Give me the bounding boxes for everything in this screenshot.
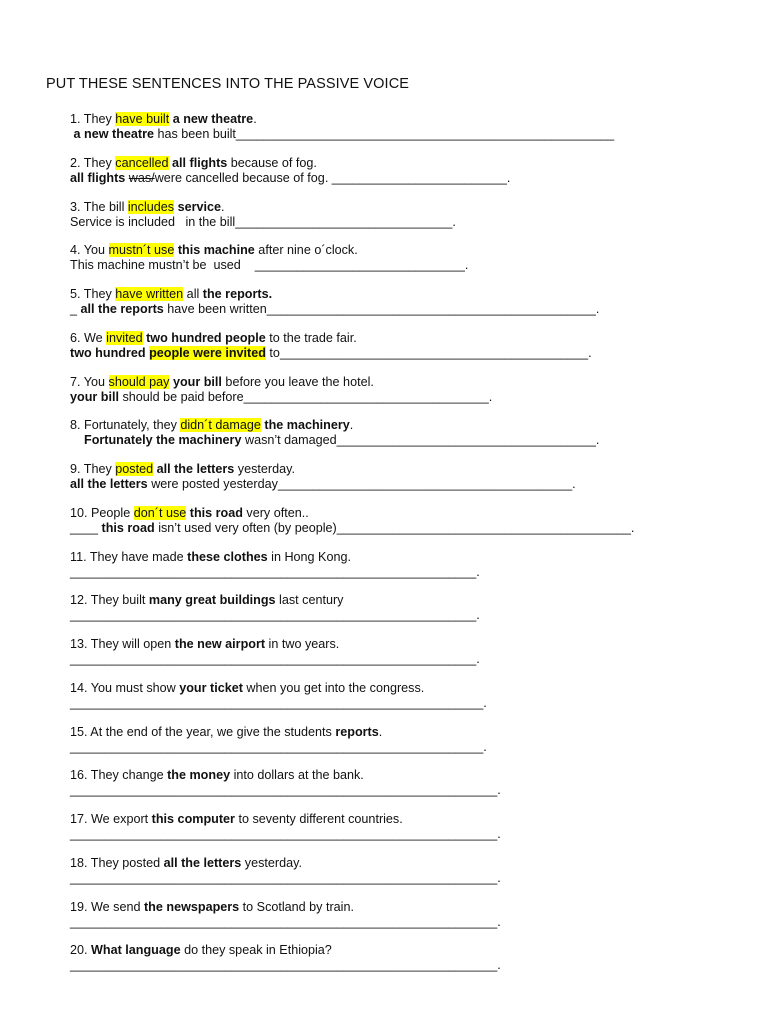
text-segment: includes bbox=[127, 199, 175, 214]
text-segment: this road bbox=[101, 520, 155, 535]
active-sentence bbox=[70, 900, 750, 915]
passive-answer-line bbox=[70, 565, 750, 580]
text-segment: __________________________________________________________. bbox=[70, 652, 480, 666]
text-segment: 11. They have made bbox=[70, 549, 188, 564]
active-sentence bbox=[70, 506, 750, 521]
text-segment: all the letters bbox=[70, 477, 148, 491]
exercise-item-19 bbox=[70, 900, 750, 930]
text-segment: 7. You bbox=[70, 374, 109, 389]
passive-answer-line bbox=[70, 521, 750, 536]
text-segment: _____________________________________________________________. bbox=[70, 914, 501, 929]
text-segment: the newspapers bbox=[143, 899, 240, 914]
text-segment: 20. bbox=[70, 943, 92, 958]
active-sentence bbox=[70, 812, 750, 827]
text-segment: reports bbox=[335, 724, 379, 739]
text-segment: 19. We send bbox=[70, 899, 144, 914]
exercise-item-13 bbox=[70, 637, 750, 667]
passive-answer-line bbox=[70, 958, 750, 973]
active-sentence bbox=[70, 943, 750, 958]
text-segment: your ticket bbox=[179, 680, 243, 695]
text-segment: a new theatre bbox=[172, 112, 254, 126]
text-segment: cancelled bbox=[115, 155, 169, 170]
text-segment: to seventy different countries. bbox=[234, 812, 403, 826]
active-sentence bbox=[70, 243, 750, 258]
text-segment: 8. Fortunately, they bbox=[70, 418, 181, 433]
text-segment: 13. They will open bbox=[70, 637, 175, 651]
text-segment: were cancelled because of fog. _________________________. bbox=[154, 170, 511, 185]
exercise-item-16 bbox=[70, 768, 750, 798]
passive-answer-line bbox=[70, 608, 750, 623]
text-segment: your bill bbox=[70, 389, 119, 404]
passive-answer-line bbox=[70, 433, 750, 448]
text-segment: to____________________________________________. bbox=[265, 345, 592, 360]
text-segment: _ bbox=[70, 302, 81, 316]
worksheet-title: PUT THESE SENTENCES INTO THE PASSIVE VOICE bbox=[46, 76, 410, 92]
active-sentence bbox=[70, 550, 750, 565]
text-segment: . bbox=[221, 199, 225, 214]
text-segment: don´t use bbox=[133, 505, 187, 520]
text-segment: were posted yesterday__________________________________________. bbox=[147, 477, 576, 491]
active-sentence bbox=[70, 856, 750, 871]
exercise-item-3 bbox=[70, 200, 750, 230]
text-segment: this machine bbox=[177, 243, 255, 258]
exercise-item-15 bbox=[70, 725, 750, 755]
text-segment bbox=[70, 433, 84, 447]
text-segment: __________________________________________________________. bbox=[70, 564, 480, 579]
active-sentence bbox=[70, 768, 750, 783]
exercise-item-8 bbox=[70, 418, 750, 448]
passive-answer-line bbox=[70, 871, 750, 886]
active-sentence bbox=[70, 725, 750, 740]
text-segment: ___________________________________________________________. bbox=[70, 695, 487, 710]
text-segment: didn´t damage bbox=[180, 418, 261, 433]
passive-answer-line bbox=[70, 827, 750, 842]
text-segment: the money bbox=[167, 768, 231, 783]
text-segment: 4. You bbox=[70, 243, 109, 258]
text-segment: wasn’t damaged_____________________________________. bbox=[241, 433, 600, 448]
passive-answer-line bbox=[70, 783, 750, 798]
text-segment: before you leave the hotel. bbox=[221, 374, 374, 389]
text-segment: _____________________________________________________________. bbox=[70, 827, 501, 841]
text-segment: many great buildings bbox=[148, 593, 276, 608]
text-segment: all the letters bbox=[156, 462, 235, 476]
text-segment: . bbox=[349, 418, 354, 433]
text-segment: to Scotland by train. bbox=[239, 899, 354, 914]
text-segment: because of fog. bbox=[227, 155, 317, 170]
active-sentence bbox=[70, 331, 750, 346]
exercise-item-10 bbox=[70, 506, 750, 536]
text-segment: all the letters bbox=[163, 855, 242, 870]
text-segment: do they speak in Ethiopia? bbox=[180, 943, 332, 958]
exercise-item-20 bbox=[70, 943, 750, 973]
exercise-item-18 bbox=[70, 856, 750, 886]
text-segment: two hundred bbox=[70, 345, 150, 360]
text-segment: 17. We export bbox=[70, 812, 152, 826]
passive-answer-line bbox=[70, 390, 750, 405]
text-segment: 12. They built bbox=[70, 593, 149, 608]
text-segment: into dollars at the bank. bbox=[230, 768, 364, 783]
text-segment: posted bbox=[115, 462, 154, 476]
text-segment: this road bbox=[189, 505, 243, 520]
text-segment: . bbox=[378, 724, 383, 739]
active-sentence bbox=[70, 593, 750, 608]
text-segment: have been written_______________________________________________. bbox=[163, 302, 600, 316]
exercise-item-9 bbox=[70, 462, 750, 492]
passive-answer-line bbox=[70, 652, 750, 667]
text-segment: all flights bbox=[172, 155, 228, 170]
text-segment: _____________________________________________________________. bbox=[70, 958, 501, 973]
text-segment: in two years. bbox=[265, 637, 340, 651]
text-segment: to the trade fair. bbox=[265, 330, 357, 345]
text-segment: What language bbox=[91, 943, 181, 958]
text-segment: yesterday. bbox=[241, 855, 302, 870]
text-segment: 1. They bbox=[70, 112, 116, 126]
exercise-item-6 bbox=[70, 331, 750, 361]
active-sentence bbox=[70, 375, 750, 390]
text-segment: isn’t used very often (by people)__________________________________________. bbox=[154, 520, 635, 535]
text-segment: all bbox=[183, 287, 203, 301]
text-segment: all the reports bbox=[80, 302, 164, 316]
text-segment: people were invited bbox=[149, 345, 266, 360]
text-segment: last century bbox=[275, 593, 344, 608]
text-segment: this computer bbox=[151, 812, 235, 826]
text-segment: 2. They bbox=[70, 155, 116, 170]
text-segment: 10. People bbox=[70, 505, 134, 520]
active-sentence bbox=[70, 637, 750, 652]
text-segment: in Hong Kong. bbox=[267, 549, 351, 564]
text-segment: two hundred people bbox=[146, 330, 266, 345]
text-segment: the machinery bbox=[264, 418, 350, 433]
text-segment: should be paid before___________________________________. bbox=[118, 389, 493, 404]
text-segment: ___________________________________________________________. bbox=[70, 739, 487, 754]
text-segment: 9. They bbox=[70, 462, 116, 476]
text-segment: was/ bbox=[128, 170, 155, 185]
text-segment: yesterday. bbox=[234, 462, 295, 476]
text-segment: invited bbox=[106, 330, 143, 345]
exercise-item-14 bbox=[70, 681, 750, 711]
text-segment: mustn´t use bbox=[108, 243, 175, 258]
passive-answer-line bbox=[70, 477, 750, 492]
text-segment: the reports. bbox=[202, 287, 273, 301]
text-segment: have written bbox=[115, 287, 184, 301]
passive-answer-line bbox=[70, 740, 750, 755]
passive-answer-line bbox=[70, 915, 750, 930]
text-segment: should pay bbox=[108, 374, 170, 389]
exercise-item-12 bbox=[70, 593, 750, 623]
text-segment: 6. We bbox=[70, 330, 107, 345]
text-segment: the new airport bbox=[174, 637, 266, 651]
text-segment: a new theatre bbox=[73, 127, 154, 141]
text-segment: ____ bbox=[70, 520, 102, 535]
text-segment: _____________________________________________________________. bbox=[70, 870, 501, 885]
text-segment: your bill bbox=[172, 374, 222, 389]
text-segment: 15. At the end of the year, we give the students bbox=[70, 724, 336, 739]
text-segment: 18. They posted bbox=[70, 855, 164, 870]
text-segment: 5. They bbox=[70, 287, 116, 301]
exercise-item-1 bbox=[70, 112, 750, 142]
text-segment: have built bbox=[115, 112, 170, 126]
text-segment: all flights bbox=[70, 170, 126, 185]
text-segment: service bbox=[177, 199, 222, 214]
text-segment: This machine mustn’t be used ______________________________. bbox=[70, 258, 469, 273]
passive-answer-line bbox=[70, 258, 750, 273]
passive-answer-line bbox=[70, 127, 750, 142]
exercise-item-7 bbox=[70, 375, 750, 405]
text-segment: . bbox=[253, 112, 257, 126]
active-sentence bbox=[70, 112, 750, 127]
passive-answer-line bbox=[70, 346, 750, 361]
passive-answer-line bbox=[70, 696, 750, 711]
text-segment: 16. They change bbox=[70, 768, 168, 783]
exercise-item-17 bbox=[70, 812, 750, 842]
exercise-item-4 bbox=[70, 243, 750, 273]
active-sentence bbox=[70, 287, 750, 302]
active-sentence bbox=[70, 418, 750, 433]
passive-answer-line bbox=[70, 302, 750, 317]
active-sentence bbox=[70, 681, 750, 696]
text-segment: these clothes bbox=[187, 549, 268, 564]
text-segment: 14. You must show bbox=[70, 680, 180, 695]
text-segment: after nine o´clock. bbox=[254, 243, 358, 258]
text-segment: Fortunately the machinery bbox=[84, 433, 242, 448]
text-segment: __________________________________________________________. bbox=[70, 608, 480, 623]
text-segment: Service is included in the bill_______________________________. bbox=[70, 214, 456, 229]
text-segment: very often.. bbox=[242, 505, 309, 520]
active-sentence bbox=[70, 200, 750, 215]
exercise-item-11 bbox=[70, 550, 750, 580]
passive-answer-line bbox=[70, 171, 750, 186]
text-segment: when you get into the congress. bbox=[242, 680, 425, 695]
text-segment: _____________________________________________________________. bbox=[70, 783, 501, 798]
text-segment: has been built______________________________________________________ bbox=[154, 127, 615, 141]
active-sentence bbox=[70, 462, 750, 477]
text-segment: 3. The bill bbox=[70, 199, 128, 214]
passive-answer-line bbox=[70, 215, 750, 230]
active-sentence bbox=[70, 156, 750, 171]
exercise-item-5 bbox=[70, 287, 750, 317]
exercise-item-2 bbox=[70, 156, 750, 186]
